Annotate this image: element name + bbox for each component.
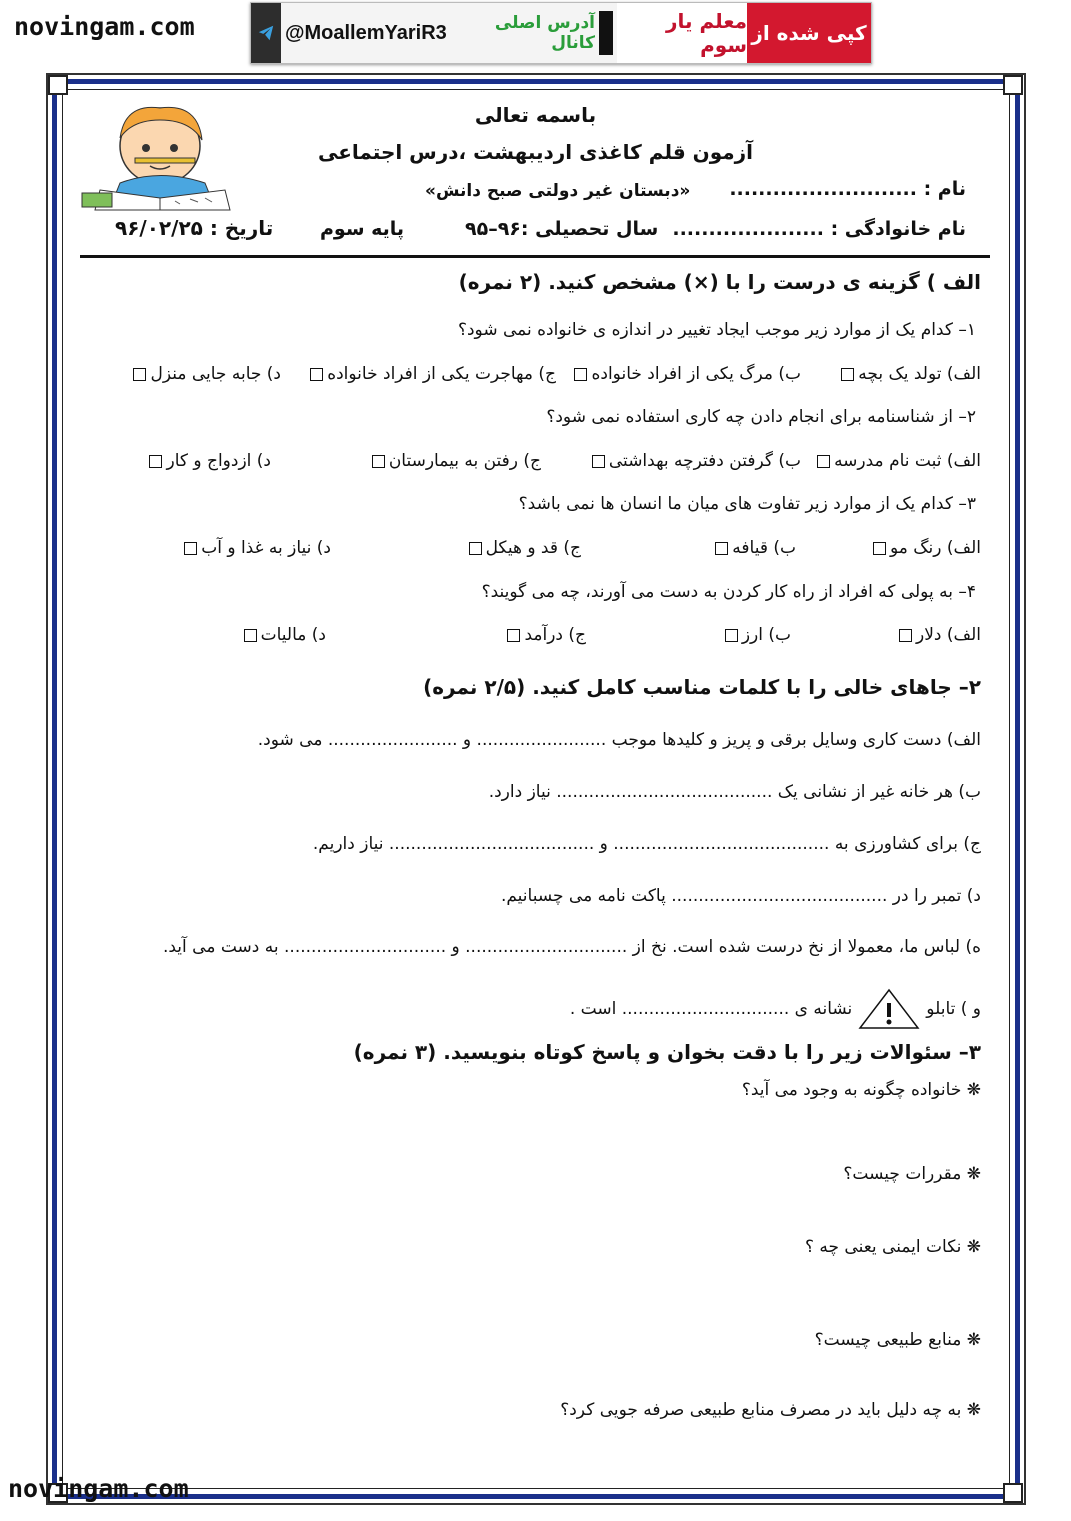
question-4: ۴– به پولی که افراد از راه کار کردن به دست می آورند، چه می گویند؟ — [481, 582, 976, 602]
banner-handle: @MoallemYariR3 — [285, 21, 447, 44]
site-watermark-top: novingam.com — [14, 12, 195, 41]
short-answer-q5: ❋ به چه دلیل باید در مصرف منابع طبیعی صرفه جویی کرد؟ — [560, 1400, 981, 1420]
q1-option-d[interactable]: د) جابه جایی منزل — [129, 364, 281, 384]
school-name: «دبستان غیر دولتی صبح دانش» — [425, 181, 691, 201]
q4-option-b[interactable]: ب) ارز — [721, 625, 791, 645]
short-answer-q4: ❋ منابع طبیعی چیست؟ — [814, 1330, 981, 1350]
fill-blank-f — [570, 988, 981, 1030]
banner-brand: معلم یار سوم — [617, 3, 747, 63]
short-answer-q3: ❋ نکات ایمنی یعنی چه ؟ — [804, 1237, 981, 1257]
exam-title: آزمون قلم کاغذی اردیبهشت ،درس اجتماعی — [317, 140, 754, 164]
checkbox[interactable] — [133, 368, 146, 381]
checkbox[interactable] — [574, 368, 587, 381]
fill-blank-b: ب) هر خانه غیر از نشانی یک ........................................ نیاز دارد. — [488, 782, 981, 802]
fill-blank-e: ه) لباس ما، معمولا از نخ درست شده است. نخ از .............................. و .............................. به دست می آید. — [162, 937, 981, 957]
checkbox[interactable] — [817, 455, 830, 468]
short-answer-q2: ❋ مقررات چیست؟ — [843, 1164, 981, 1184]
checkbox[interactable] — [469, 542, 482, 555]
checkbox[interactable] — [244, 629, 257, 642]
q2-option-a[interactable]: الف) ثبت نام مدرسه — [813, 451, 981, 471]
sign-item-suffix: نشانه ی ............................... است . — [569, 999, 853, 1019]
banner-channel: آدرس اصلی کانال — [494, 13, 595, 53]
banner-divider — [599, 11, 613, 55]
q4-option-c[interactable]: ج) درآمد — [503, 625, 586, 645]
bismillah-heading: باسمه تعالی — [474, 103, 597, 127]
checkbox[interactable] — [149, 455, 162, 468]
q1-option-c[interactable]: ج) مهاجرت یکی از افراد خانواده — [306, 364, 556, 384]
short-answer-q1: ❋ خانواده چگونه به وجود می آید؟ — [741, 1080, 981, 1100]
checkbox[interactable] — [310, 368, 323, 381]
checkbox[interactable] — [184, 542, 197, 555]
grade-label: پایه سوم — [320, 218, 405, 240]
q2-option-d[interactable]: د) ازدواج و کار — [145, 451, 271, 471]
checkbox[interactable] — [899, 629, 912, 642]
frame-corner — [1003, 75, 1023, 95]
q3-option-a[interactable]: الف) رنگ مو — [869, 538, 981, 558]
q3-option-c[interactable]: ج) قد و هیکل — [465, 538, 581, 558]
fill-blank-c: ج) برای کشاورزی به ........................................ و ...................................... نیاز داریم. — [312, 834, 981, 854]
fill-blank-d: د) تمبر را در ........................................ پاکت نامه می چسبانیم. — [500, 886, 981, 906]
q3-option-b[interactable]: ب) قیافه — [711, 538, 796, 558]
checkbox[interactable] — [372, 455, 385, 468]
question-3: ۳– کدام یک از موارد زیر تفاوت های میان ما انسان ها نمی باشد؟ — [518, 494, 976, 514]
warning-sign-icon — [858, 988, 920, 1030]
checkbox[interactable] — [507, 629, 520, 642]
academic-year: سال تحصیلی :۹۶–۹۵ — [465, 218, 659, 240]
checkbox[interactable] — [592, 455, 605, 468]
q1-option-b[interactable]: ب) مرگ یکی از افراد خانواده — [570, 364, 801, 384]
frame-corner — [1003, 1483, 1023, 1503]
exam-date: تاریخ : ۹۶/۰۲/۲۵ — [115, 216, 274, 240]
q1-option-a[interactable]: الف) تولد یک بچه — [837, 364, 981, 384]
q3-option-d[interactable]: د) نیاز به غذا و آب — [180, 538, 331, 558]
site-watermark-bottom: novingam.com — [8, 1474, 189, 1503]
q4-option-d[interactable]: د) مالیات — [240, 625, 326, 645]
q2-option-c[interactable]: ج) رفتن به بیمارستان — [368, 451, 541, 471]
banner-copy: کپی شده از — [747, 3, 871, 63]
section3-title: ۳– سئوالات زیر را با دقت بخوان و پاسخ کوتاه بنویسید. (۳ نمره) — [353, 1040, 981, 1064]
question-1: ۱– کدام یک از موارد زیر موجب ایجاد تغییر در اندازه ی خانواده نمی شود؟ — [457, 320, 976, 340]
q2-option-b[interactable]: ب) گرفتن دفترچه بهداشتی — [588, 451, 801, 471]
header-divider — [80, 255, 990, 258]
channel-banner — [250, 2, 872, 64]
checkbox[interactable] — [841, 368, 854, 381]
checkbox[interactable] — [725, 629, 738, 642]
section2-title: ۲– جاهای خالی را با کلمات مناسب کامل کنید. (۲/۵ نمره) — [423, 675, 981, 699]
checkbox[interactable] — [873, 542, 886, 555]
family-name-field-label: نام خانوادگی : ..................... — [672, 218, 966, 240]
fill-blank-a: الف) دست کاری وسایل برقی و پریز و کلیدها موجب ........................ و ........................ می شود. — [257, 730, 981, 750]
checkbox[interactable] — [715, 542, 728, 555]
frame-corner — [48, 75, 68, 95]
sign-item-prefix: و ) تابلو — [926, 999, 981, 1019]
name-field-label: نام : .......................... — [729, 178, 966, 200]
q4-option-a[interactable]: الف) دلار — [895, 625, 981, 645]
section1-title: الف ) گزینه ی درست را با (×) مشخص کنید. (۲ نمره) — [458, 270, 981, 294]
telegram-icon — [251, 3, 281, 63]
question-2: ۲– از شناسنامه برای انجام دادن چه کاری استفاده نمی شود؟ — [546, 407, 976, 427]
